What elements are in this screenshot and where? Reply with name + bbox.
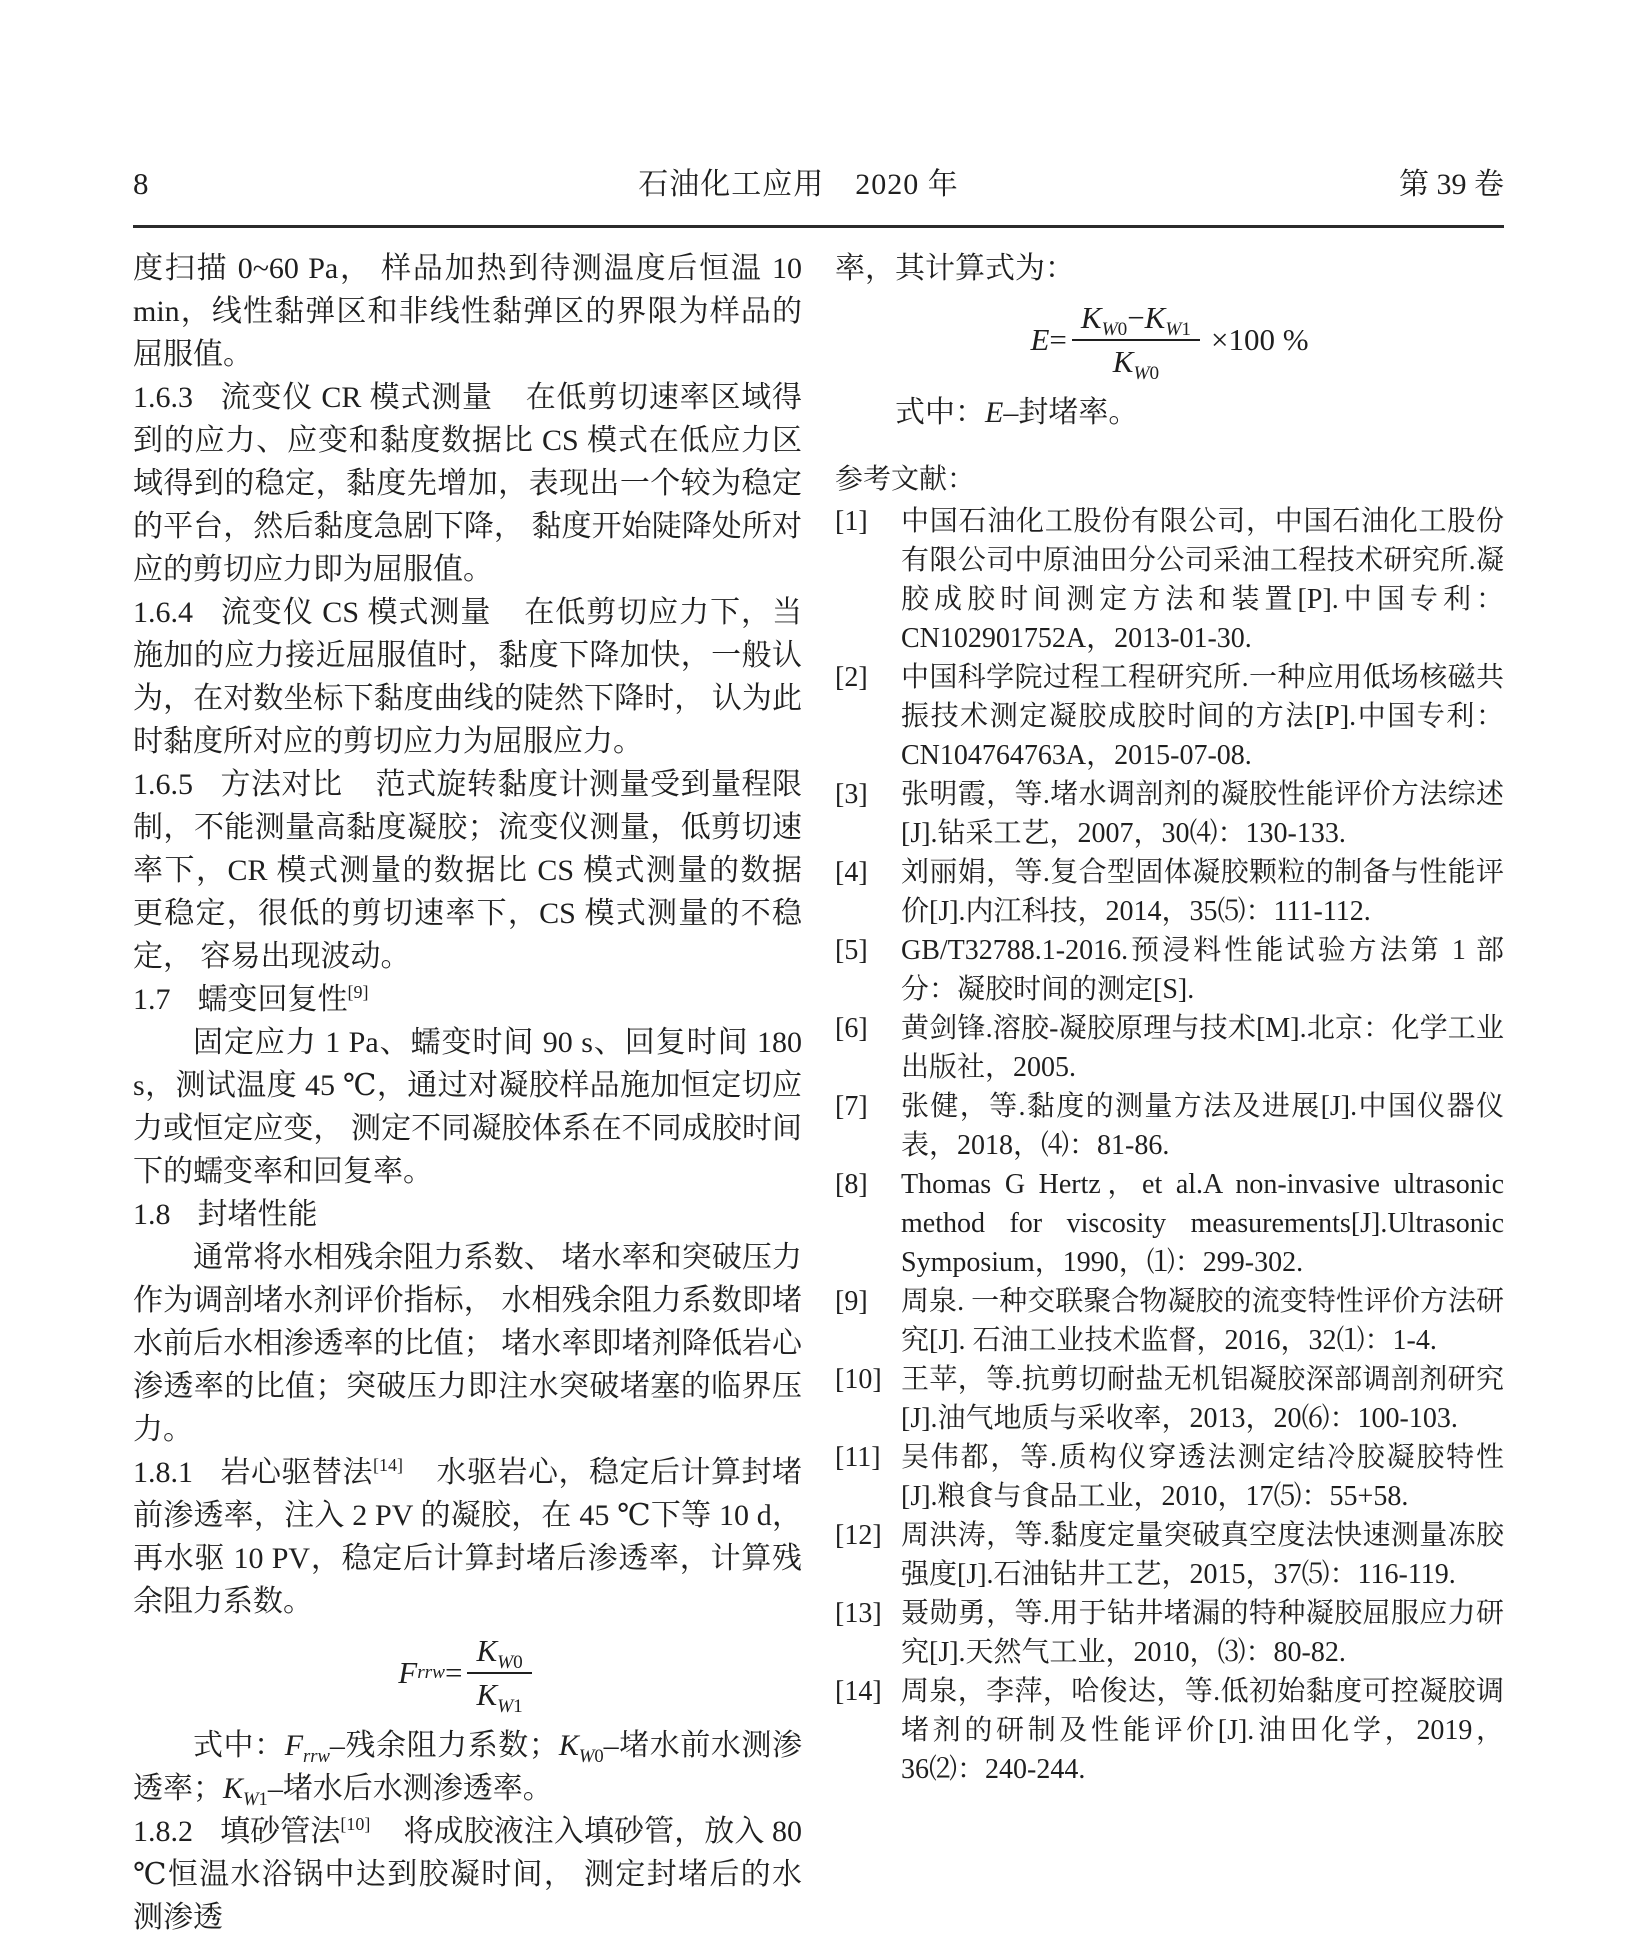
page-header [133, 0, 1504, 204]
reference-list [835, 502, 1504, 1789]
section-body: 范式旋转黏度计测量受到量程限制，不能测量高黏度凝胶；流变仪测量，低剪切速率下，CR 模式测量的数据比 CS 模式测量的数据更稳定，很低的剪切速率下，CS 模式测量的不稳定， 容易出现波动。 [133, 768, 802, 973]
reference-text: 张健，等.黏度的测量方法及进展[J].中国仪器仪表，2018，⑷：81-86. [901, 1091, 1504, 1162]
formula-plugging-rate: E = $\frac{K_{W0}-K_{W1}}{K_{W0}}$ ×100 % [1030, 300, 1309, 384]
reference-text: 周泉. 一种交联聚合物凝胶的流变特性评价方法研究[J]. 石油工业技术监督，2016，32⑴：1-4. [901, 1286, 1504, 1357]
reference-item [835, 1009, 1504, 1087]
citation-superscript: [14] [373, 1455, 403, 1475]
reference-text: 黄剑锋.溶胶-凝胶原理与技术[M].北京：化学工业出版社，2005. [901, 1013, 1504, 1084]
reference-number: [8] [835, 1169, 868, 1201]
formula-tail: ×100 % [1210, 321, 1309, 357]
reference-number: [14] [835, 1676, 882, 1708]
left-column [133, 247, 802, 1939]
reference-text: 聂勋勇，等.用于钻井堵漏的特种凝胶屈服应力研究[J].天然气工业，2010，⑶：80-82. [901, 1598, 1504, 1669]
reference-item [835, 775, 1504, 853]
reference-item [835, 1672, 1504, 1789]
section-body: 将成胶液注入填砂管，放入 80 ℃恒温水浴锅中达到胶凝时间， 测定封堵后的水测渗透 [133, 1815, 803, 1935]
section-heading-1-8-2 [133, 1810, 802, 1939]
page-number: 8 [133, 166, 149, 201]
section-heading-1-6-3 [133, 376, 802, 591]
reference-number: [2] [835, 662, 868, 694]
reference-text: GB/T32788.1-2016.预浸料性能试验方法第 1 部分：凝胶时间的测定[S]. [901, 935, 1504, 1006]
formula-lhs: E [1030, 321, 1050, 357]
formula-lhs: F [398, 1654, 418, 1690]
reference-text: 张明霞，等.堵水调剖剂的凝胶性能评价方法综述[J].钻采工艺，2007，30⑷：130-133. [901, 779, 1504, 850]
section-heading-1-6-5 [133, 763, 802, 978]
section-title: 流变仪 CS 模式测量 [220, 596, 492, 629]
reference-number: [10] [835, 1364, 882, 1396]
section-number: 1.8.2 [133, 1815, 193, 1849]
reference-item [835, 1438, 1504, 1516]
journal-title: 石油化工应用 2020 年 [638, 168, 959, 201]
two-column-body [133, 247, 1504, 1939]
section-title: 岩心驱替法 [220, 1456, 373, 1489]
section-number: 1.8.1 [133, 1456, 193, 1489]
reference-number: [12] [835, 1520, 882, 1552]
reference-number: [7] [835, 1091, 868, 1123]
reference-number: [13] [835, 1598, 882, 1630]
section-body: 水驱岩心，稳定后计算封堵前渗透率，注入 2 PV 的凝胶，在 45 ℃下等 10 d，再水驱 10 PV，稳定后计算封堵后渗透率，计算残余阻力系数。 [133, 1456, 802, 1618]
section-body: 在低剪切应力下，当施加的应力接近屈服值时，黏度下降加快，一般认为，在对数坐标下黏度曲线的陡然下降时， 认为此时黏度所对应的剪切应力为屈服应力。 [133, 596, 802, 758]
body-paragraph: 通常将水相残余阻力系数、 堵水率和突破压力作为调剖堵水剂评价指标， 水相残余阻力系数即堵水前后水相渗透率的比值； 堵水率即堵剂降低岩心渗透率的比值；突破压力即注水突破堵塞的临界压力。 [133, 1241, 802, 1446]
reference-number: [9] [835, 1286, 868, 1318]
section-body: 在低剪切速率区域得到的应力、应变和黏度数据比 CS 模式在低应力区域得到的稳定，黏度先增加，表现出一个较为稳定的平台，然后黏度急剧下降， 黏度开始陡降处所对应的剪切应力即为屈服值。 [133, 381, 802, 586]
formula-legend: 式中：E–封堵率。 [895, 396, 1139, 430]
fraction: $\frac{K_{W0}}{K_{W1}}$ [467, 1633, 531, 1712]
body-paragraph: 度扫描 0~60 Pa， 样品加热到待测温度后恒温 10 min，线性黏弹区和非线性黏弹区的界限为样品的屈服值。 [133, 252, 802, 371]
reference-item [835, 502, 1504, 658]
reference-item [835, 1282, 1504, 1360]
section-heading-1-8 [133, 1193, 802, 1236]
section-number: 1.6.4 [133, 596, 193, 629]
reference-item [835, 931, 1504, 1009]
section-heading-1-8-1 [133, 1451, 802, 1623]
reference-text: 周泉，李萍，哈俊达，等.低初始黏度可控凝胶调堵剂的研制及性能评价[J].油田化学，2019，36⑵：240-244. [901, 1676, 1504, 1786]
citation-superscript: [10] [340, 1814, 371, 1835]
reference-number: [6] [835, 1013, 868, 1045]
reference-number: [4] [835, 857, 868, 889]
reference-number: [5] [835, 935, 868, 967]
references-heading: 参考文献： [835, 464, 976, 496]
section-title: 封堵性能 [197, 1198, 318, 1231]
section-title: 流变仪 CR 模式测量 [220, 381, 493, 414]
body-paragraph: 率，其计算式为： [835, 252, 1075, 285]
fraction: $\frac{K_{W0}-K_{W1}}{K_{W0}}$ [1072, 300, 1200, 379]
formula-legend: 式中：$F_{rrw}-$残余阻力系数；$K_{W0}-$堵水前水测渗透率；$K_{W1}-$堵水后水测渗透率。 [133, 1729, 803, 1811]
citation-superscript: [9] [347, 982, 369, 1002]
section-number: 1.7 [133, 983, 171, 1016]
section-heading-1-6-4 [133, 591, 802, 763]
header-rule [133, 225, 1504, 228]
reference-item [835, 1516, 1504, 1594]
reference-text: 中国科学院过程工程研究所.一种应用低场核磁共振技术测定凝胶成胶时间的方法[P].中国专利：CN104764763A，2015-07-08. [901, 662, 1504, 772]
reference-item [835, 853, 1504, 931]
reference-text: 刘丽娟，等.复合型固体凝胶颗粒的制备与性能评价[J].内江科技，2014，35⑸：111-112. [901, 857, 1504, 928]
volume-label: 第 39 卷 [1399, 168, 1504, 201]
reference-text: 周洪涛，等.黏度定量突破真空度法快速测量冻胶强度[J].石油钻井工艺，2015，37⑸：116-119. [901, 1520, 1504, 1591]
section-title: 蠕变回复性 [197, 983, 348, 1016]
reference-item [835, 1087, 1504, 1165]
section-heading-1-7 [133, 978, 802, 1021]
reference-text: 中国石油化工股份有限公司，中国石油化工股份有限公司中原油田分公司采油工程技术研究所.凝胶成胶时间测定方法和装置[P].中国专利：CN102901752A，2013-01-30. [901, 506, 1504, 655]
reference-item [835, 1360, 1504, 1438]
section-title: 填砂管法 [220, 1815, 341, 1849]
reference-item [835, 658, 1504, 775]
body-paragraph: 固定应力 1 Pa、蠕变时间 90 s、回复时间 180 s，测试温度 45 ℃，通过对凝胶样品施加恒定切应力或恒定应变， 测定不同凝胶体系在不同成胶时间下的蠕变率和回复率。 [133, 1026, 802, 1188]
section-title: 方法对比 [220, 768, 343, 801]
reference-text: 吴伟都，等.质构仪穿透法测定结冷胶凝胶特性[J].粮食与食品工业，2010，17⑸：55+58. [901, 1442, 1504, 1513]
section-number: 1.6.5 [133, 768, 193, 801]
reference-item [835, 1165, 1504, 1282]
reference-number: [1] [835, 506, 868, 538]
section-number: 1.6.3 [133, 381, 193, 414]
reference-number: [11] [835, 1442, 881, 1474]
reference-text: 王苹，等.抗剪切耐盐无机铝凝胶深部调剖剂研究[J].油气地质与采收率，2013，20⑹：100-103. [901, 1364, 1504, 1435]
reference-item [835, 1594, 1504, 1672]
reference-number: [3] [835, 779, 868, 811]
right-column [835, 247, 1504, 1939]
formula-residual-resistance: F rrw = $\frac{K_{W0}}{K_{W1}}$ [133, 1633, 802, 1712]
section-number: 1.8 [133, 1198, 171, 1231]
reference-text: Thomas G Hertz，et al.A non-invasive ultrasonic method for viscosity measurements[J].Ultrasonic Symposium，1990，⑴：299-302. [901, 1169, 1504, 1279]
